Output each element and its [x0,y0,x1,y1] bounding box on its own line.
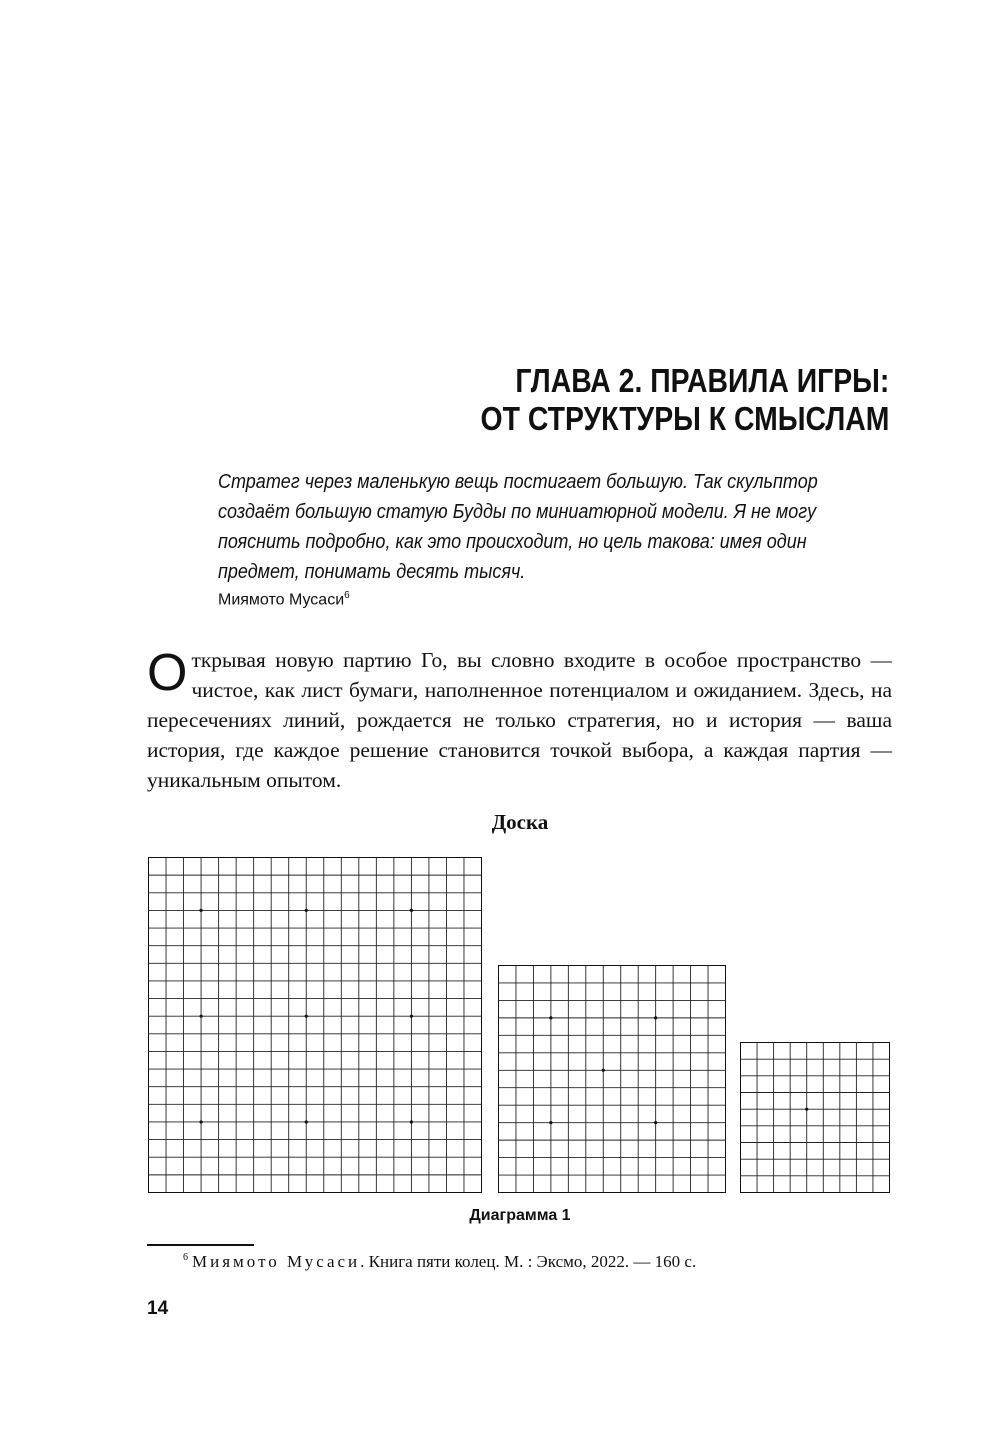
star-point [602,1069,605,1072]
star-point [305,1120,308,1123]
figure-title: Доска [491,810,549,834]
star-point [199,1120,202,1123]
star-point [654,1016,657,1019]
star-point [305,1015,308,1018]
star-point [549,1016,552,1019]
star-point [410,909,413,912]
drop-cap: О [147,644,188,702]
chapter-title [480,362,889,438]
footnote-author: Миямото Мусаси [192,1252,361,1271]
board-9x9 [740,1042,890,1193]
footnote [183,1252,696,1272]
footnote-ref: 6 [344,590,350,601]
page-number: 14 [147,1298,169,1319]
board-19x19 [148,857,482,1193]
footnote-text: . Книга пяти колец. М. : Эксмо, 2022. — 160 с. [360,1252,697,1271]
star-point [549,1121,552,1124]
figure-caption: Диаграмма 1 [469,1207,571,1224]
footnote-number: 6 [183,1252,188,1264]
board-13x13 [498,965,726,1193]
star-point [410,1015,413,1018]
star-point [305,909,308,912]
body-paragraph [147,645,892,795]
star-point [805,1108,808,1111]
epigraph-author-name: Миямото Мусаси [218,591,345,609]
star-point [199,1015,202,1018]
star-point [199,909,202,912]
star-point [410,1120,413,1123]
board-border [741,1043,890,1193]
epigraph-author [218,590,350,609]
board-border [149,858,482,1193]
epigraph-quote: Стратег через маленькую вещь постигает большую. Так скульптор создаёт большую статую Будды по миниатюрной модели. Я не могу пояснить подробно, как это происходит, но цель такова: имея один предмет, понимать десять тысяч. [218,471,818,583]
chapter-title-line-1: ГЛАВА 2. ПРАВИЛА ИГРЫ: [515,362,889,399]
star-point [654,1121,657,1124]
footnote-divider [147,1244,254,1246]
chapter-title-line-2: ОТ СТРУКТУРЫ К СМЫСЛАМ [480,400,889,437]
body-paragraph-text: ткрывая новую партию Го, вы словно входите в особое пространство — чистое, как лист бумаги, наполненное потенциалом и ожиданием. Здесь, на пересечениях линий, рождается не только стратегия, но и история — ваша история, где каждое решение становится точкой выбора, а каждая партия — уникальным опытом. [147,648,892,792]
board-border [499,966,726,1193]
